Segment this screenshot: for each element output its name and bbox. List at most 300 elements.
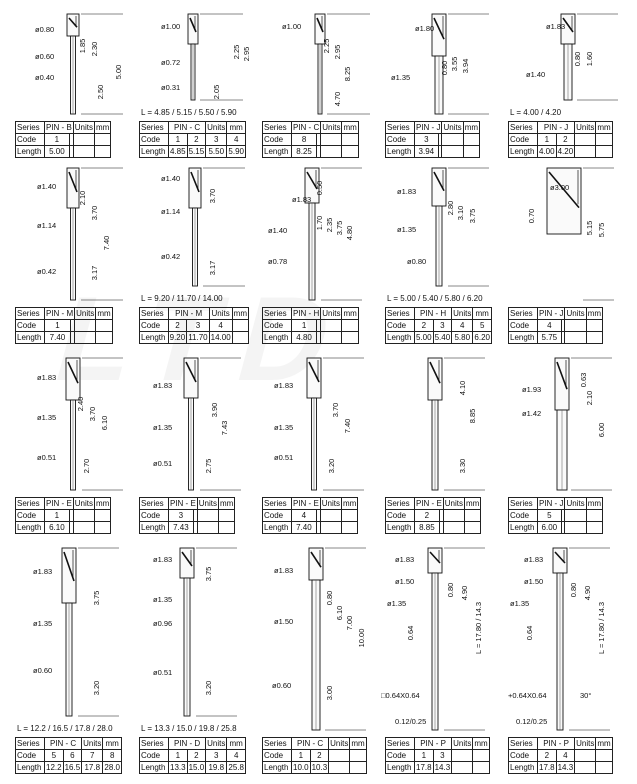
length-value [73,146,94,158]
units-label: Units [444,498,464,508]
length-label: Length [386,522,415,534]
pin-spec-cell [131,348,252,534]
dimension-label: 3.55 [450,56,459,72]
dimension-label: ø1.35 [153,423,173,432]
pin-spec-cell [7,158,128,344]
table-row [140,762,246,774]
length-value: 17.8 [416,762,432,772]
code-label: Code [263,134,292,146]
table-row [386,510,481,522]
dimension-label: 4.10 [458,380,467,396]
code-value: 4 [227,750,246,762]
length-label: Length [263,762,292,774]
dimension-label: 7.00 [345,615,354,631]
dimension-label: ø1.14 [161,207,181,216]
table-row [263,308,359,320]
dimension-label: ø1.35 [37,413,57,422]
pin-drawing [254,158,375,306]
length-value [320,522,341,534]
table-row [263,134,359,146]
code-value [73,134,94,146]
dimension-label: 8.85 [468,408,477,424]
code-value: 2 [187,134,206,146]
code-label: Code [140,750,169,762]
table-row [509,332,603,344]
dimension-label: ø0.51 [274,453,294,462]
length-value [95,146,111,158]
table-row [263,738,367,750]
dimension-label: ø0.78 [268,257,288,266]
series-value: PIN - M [46,308,74,318]
length-label: Length [509,522,538,534]
pin-drawing [131,538,252,736]
length-value [219,522,235,534]
length-value: 6.10 [45,522,70,534]
dimension-label: 3.75 [468,208,477,224]
dimension-label: 0.50 [315,180,324,196]
code-value [219,510,235,522]
code-value [95,134,111,146]
pin-head [432,14,446,56]
dimension-label: ø0.42 [161,252,181,261]
dimension-label: 1.70 [315,215,324,231]
dimension-label: ø0.80 [407,257,427,266]
code-label: Code [509,320,538,332]
table-row [16,332,113,344]
dimension-label: 2.50 [96,84,105,100]
dimension-label: ø1.40 [37,182,57,191]
table-row [140,146,246,158]
series-value: PIN - J [539,308,564,318]
units-label: Units [576,122,595,132]
unit-value: mm [220,498,234,508]
length-value: 28.0 [104,762,120,772]
length-value [465,522,481,534]
units-label: Units [566,498,585,508]
series-value: PIN - E [46,498,72,508]
dimension-label: ø1.50 [524,577,544,586]
length-label: Length [16,146,45,158]
pin-drawing [7,538,128,736]
dimension-label: 30° [580,691,592,700]
dimension-label: ø0.31 [161,83,181,92]
table-row [509,510,603,522]
spec-table [508,737,613,774]
pin-drawing [7,348,128,496]
dimension-label: ø0.51 [153,668,173,677]
series-value: PIN - J [538,122,575,134]
table-row [263,750,367,762]
code-value [73,510,94,522]
pin-spec-cell [254,4,375,158]
unit-value: mm [97,308,111,318]
pin-head [553,548,567,573]
code-value: 8 [103,750,122,762]
table-row [263,510,358,522]
length-value [473,762,489,774]
length-value [575,762,596,774]
dimension-label: 6.10 [100,415,109,431]
length-value: 6.20 [474,332,490,342]
pin-spec-cell [131,4,252,158]
code-value [596,134,612,146]
dimension-label: 2.80 [446,200,455,216]
code-value [320,510,341,522]
dimension-label: 2.10 [78,190,87,206]
dimension-label: ø1.83 [153,555,173,564]
pin-drawing [500,538,630,736]
length-value [596,762,612,774]
length-value: 10.3 [311,762,328,772]
dimension-label: ø1.50 [395,577,415,586]
code-value: 2 [556,134,575,146]
length-value [586,332,602,344]
dimension-label: 2.70 [82,458,91,474]
code-label: Code [386,750,415,762]
dimension-label: 0.12/0.25 [395,717,427,726]
code-value: 3 [187,320,209,332]
dimension-label: ø1.93 [522,385,542,394]
units-label: Units [322,122,341,132]
code-value: 5 [473,320,492,332]
pin-head [66,358,80,400]
length-value: 4.85 [170,146,186,156]
series-value: PIN - J [539,498,564,508]
code-label: Code [509,134,538,146]
code-value: 5 [538,510,562,522]
code-label: Code [386,134,415,146]
length-value: 5.00 [416,332,432,342]
length-value: 13.3 [170,762,186,772]
series-label: Series [140,308,169,320]
length-label: Length [509,146,538,158]
code-value: 2 [415,510,440,522]
series-value: PIN - E [170,498,196,508]
dimension-label: ø1.00 [161,22,181,31]
length-value: 7.40 [292,522,317,534]
table-row [509,308,603,320]
unit-value: mm [464,122,479,132]
pin-head [67,14,79,36]
code-value: 3 [206,750,227,762]
pin-drawing [377,348,498,496]
spec-table [385,307,492,344]
table-row [263,146,359,158]
dimension-label: 2.75 [204,458,213,474]
table-row [386,332,492,344]
dimension-label: 3.17 [208,260,217,276]
code-value: 4 [556,750,575,762]
dimension-label: 0.12/0.25 [516,717,548,726]
pin-spec-cell [377,348,498,534]
series-label: Series [386,122,415,134]
length-label: Length [140,762,169,774]
units-label: Units [83,738,102,748]
code-value: 8 [292,134,317,146]
unit-value: mm [343,498,357,508]
units-label: Units [209,308,232,320]
series-value: PIN - M [168,308,209,320]
pin-drawing [254,538,375,736]
unit-value: mm [343,308,357,318]
unit-value: mm [343,122,357,132]
table-row [263,122,359,134]
table-row [16,308,113,320]
length-value: 5.90 [228,146,244,156]
length-value: 5.15 [188,146,205,156]
dimension-label: 3.30 [458,458,467,474]
spec-table [139,307,249,344]
unit-value: mm [96,122,110,132]
length-value: 5.40 [434,332,451,342]
length-options-note: L = 12.2 / 16.5 / 17.8 / 28.0 [17,724,113,733]
dimension-label: 2.30 [90,41,99,57]
table-row [386,738,490,750]
length-value [350,762,366,774]
code-value [321,320,342,332]
code-value: 4 [209,320,232,332]
code-value: 4 [452,320,473,332]
table-row [16,498,111,510]
dimension-label: 0.70 [527,208,536,224]
dimension-label: ø1.83 [37,373,57,382]
pin-drawing [254,348,375,496]
length-value: 3.94 [415,146,439,158]
dimension-label: 3.00 [325,685,334,701]
table-row [386,134,480,146]
table-row [140,320,249,332]
dimension-label: 0.64 [525,625,534,641]
series-label: Series [16,738,45,750]
pin-drawing [500,4,630,120]
spec-table [139,737,246,774]
dimension-label: ø1.35 [153,595,173,604]
length-value [232,332,248,344]
length-value [452,762,473,774]
code-value: 4 [292,510,317,522]
length-label: Length [386,762,415,774]
dimension-label: 2.10 [585,390,594,406]
table-row [140,750,246,762]
pin-spec-cell [377,538,498,774]
length-value: 4.20 [557,146,574,156]
dimension-label: ø1.83 [546,22,566,31]
code-label: Code [509,750,538,762]
code-value: 1 [45,320,71,332]
dimension-label: 3.70 [208,188,217,204]
dimension-label: 4.70 [333,91,342,107]
length-value: 6.00 [538,522,562,534]
table-row [16,134,111,146]
spec-table [508,121,613,158]
length-value: 17.8 [539,762,555,772]
length-label: Length [509,762,538,774]
code-value: 1 [292,320,317,332]
code-value [463,134,479,146]
table-row [509,762,613,774]
code-value [465,510,481,522]
length-value [321,146,342,158]
dimension-label: ø0.51 [153,459,173,468]
series-value: PIN - B [46,122,72,132]
code-value: 5 [45,750,64,762]
code-label: Code [16,510,45,522]
pin-spec-cell [500,4,630,158]
pin-drawing [500,158,630,306]
dimension-label: ø1.35 [33,619,53,628]
pin-spec-cell [7,4,128,158]
pin-spec-cell [131,158,252,344]
table-row [386,498,481,510]
length-options-note: L = 4.00 / 4.20 [510,108,562,117]
dimension-label: ø0.80 [35,25,55,34]
units-label: Units [321,498,341,508]
code-value: 2 [187,750,206,762]
pin-drawing [254,4,375,120]
code-value [96,320,112,332]
table-row [16,522,111,534]
pin-drawing [131,158,252,306]
dimension-label: 2.25 [322,38,331,54]
series-label: Series [509,498,538,510]
dimension-label: ø0.51 [37,453,57,462]
length-value [575,146,596,158]
series-label: Series [16,122,45,134]
dimension-label: ø1.83 [292,195,312,204]
length-label: Length [140,522,169,534]
table-row [509,146,613,158]
series-label: Series [263,308,292,320]
spec-table [508,497,603,534]
length-label: Length [16,522,45,534]
table-row [16,738,122,750]
length-value: 14.3 [434,762,451,772]
length-value [321,332,342,344]
series-value: PIN - C [293,122,320,132]
code-label: Code [140,510,169,522]
code-value [75,320,96,332]
code-value [565,320,586,332]
code-label: Code [509,510,538,522]
code-value [342,134,358,146]
table-row [16,122,111,134]
spec-table [139,121,246,158]
pin-head [555,358,569,410]
units-label: Units [76,308,95,318]
unit-value: mm [597,738,611,748]
code-label: Code [386,320,415,332]
pin-spec-cell [500,348,630,534]
code-value [321,134,342,146]
table-row [509,320,603,332]
pin-head [184,358,198,398]
length-value: 7.43 [169,522,194,534]
pin-drawing [377,4,498,120]
dimension-label: 2.05 [212,84,221,100]
code-value [350,750,366,762]
dimension-label: ø0.60 [272,681,292,690]
series-value: PIN - D [169,738,206,750]
dimension-label: 3.70 [90,205,99,221]
dimension-label: ø1.40 [268,226,288,235]
table-row [509,122,613,134]
table-row [16,146,111,158]
length-value [342,522,358,534]
table-row [140,308,249,320]
series-value: PIN - C [292,738,329,750]
pin-drawing [377,538,498,736]
length-value [197,522,218,534]
length-value: 5.80 [452,332,473,344]
units-label: Units [322,308,341,318]
code-value: 1 [415,750,434,762]
series-value: PIN - E [416,498,442,508]
length-value: 7.40 [45,332,71,344]
code-label: Code [263,750,292,762]
code-value: 2 [310,750,329,762]
code-value: 3 [415,134,439,146]
code-value: 4 [538,320,562,332]
table-row [386,762,490,774]
length-value [565,332,586,344]
table-row [509,750,613,762]
unit-value: mm [96,498,110,508]
dimension-label: 3.75 [204,566,213,582]
series-label: Series [140,738,169,750]
table-row [263,522,358,534]
table-row [140,332,249,344]
code-value: 3 [433,750,452,762]
code-value: 1 [45,134,70,146]
dimension-label: 7.43 [220,420,229,436]
dimension-label: ø0.60 [35,52,55,61]
code-value: 4 [227,134,246,146]
dimension-label: ø1.40 [161,174,181,183]
code-value: 6 [63,750,82,762]
pin-drawing [500,348,630,496]
dimension-label: ø1.35 [391,73,411,82]
spec-table [15,307,113,344]
dimension-label: 10.00 [357,628,366,648]
units-label: Units [207,122,226,132]
length-value: 8.25 [292,146,317,158]
dimension-label: ø1.35 [397,225,417,234]
table-row [509,522,603,534]
dimension-label: 0.80 [325,590,334,606]
dimension-label: ø0.72 [161,58,181,67]
code-value: 1 [45,510,70,522]
dimension-label: 0.80 [446,582,455,598]
units-label: Units [576,738,595,748]
series-label: Series [386,738,415,750]
length-value: 15.0 [188,762,205,772]
code-value: 2 [415,320,434,332]
dimension-label: 8.25 [343,66,352,82]
spec-table [262,121,359,158]
table-row [140,522,235,534]
dimension-label: 6.10 [335,605,344,621]
dimension-label: 3.17 [90,265,99,281]
length-label: Length [140,146,169,158]
dimension-label: 2.40 [76,396,85,412]
code-value [329,750,350,762]
dimension-label: ø1.83 [33,567,53,576]
code-value [197,510,218,522]
dimension-label: ø1.83 [274,566,294,575]
code-value [442,134,463,146]
dimension-label: 4.80 [345,225,354,241]
table-row [386,308,492,320]
